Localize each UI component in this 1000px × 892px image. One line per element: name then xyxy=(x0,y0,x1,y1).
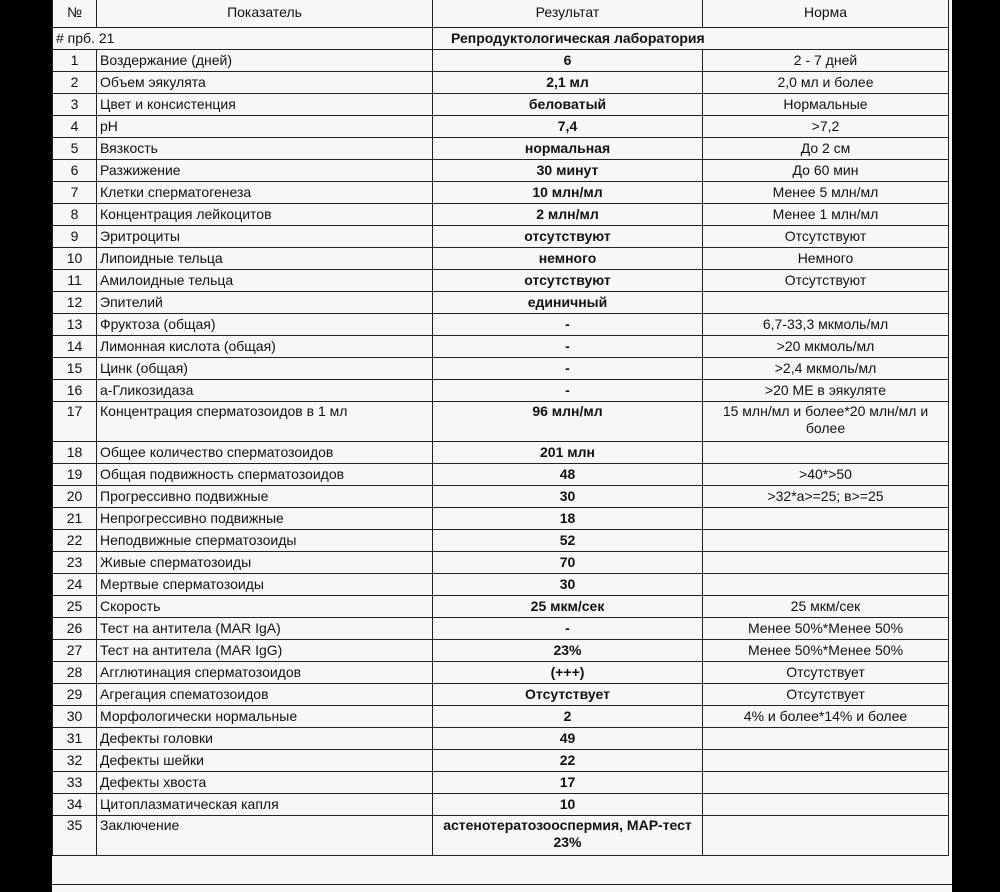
row-parameter: Фруктоза (общая) xyxy=(97,314,433,336)
row-norm xyxy=(703,816,949,856)
table-row xyxy=(53,226,949,248)
row-result: 2,1 мл xyxy=(433,72,703,94)
header-num: № xyxy=(53,0,97,28)
row-parameter: pH xyxy=(97,116,433,138)
row-number: 22 xyxy=(53,530,97,552)
row-result: 201 млн xyxy=(433,442,703,464)
row-norm: 15 млн/мл и более*20 млн/мл и более xyxy=(703,402,949,442)
row-result: - xyxy=(433,314,703,336)
row-result: - xyxy=(433,380,703,402)
row-parameter: Вязкость xyxy=(97,138,433,160)
row-norm: 4% и более*14% и более xyxy=(703,706,949,728)
row-result: (+++) xyxy=(433,662,703,684)
row-number: 24 xyxy=(53,574,97,596)
row-number: 10 xyxy=(53,248,97,270)
row-norm: Нормальные xyxy=(703,94,949,116)
row-norm: Немного xyxy=(703,248,949,270)
table-row xyxy=(53,640,949,662)
row-result: 6 xyxy=(433,50,703,72)
row-parameter: Клетки сперматогенеза xyxy=(97,182,433,204)
table-row xyxy=(53,204,949,226)
row-parameter: Разжижение xyxy=(97,160,433,182)
table-row xyxy=(53,596,949,618)
row-parameter: Заключение xyxy=(97,816,433,856)
row-parameter: Дефекты хвоста xyxy=(97,772,433,794)
row-norm: Отсутствуют xyxy=(703,270,949,292)
row-norm xyxy=(703,772,949,794)
row-number: 8 xyxy=(53,204,97,226)
row-number: 20 xyxy=(53,486,97,508)
table-row xyxy=(53,464,949,486)
table-row xyxy=(53,160,949,182)
row-result: - xyxy=(433,358,703,380)
row-result: нормальная xyxy=(433,138,703,160)
section-title: Репродуктологическая лаборатория xyxy=(433,28,949,50)
row-norm: Менее 5 млн/мл xyxy=(703,182,949,204)
row-number: 30 xyxy=(53,706,97,728)
row-norm: 6,7-33,3 мкмоль/мл xyxy=(703,314,949,336)
row-parameter: Эритроциты xyxy=(97,226,433,248)
row-number: 18 xyxy=(53,442,97,464)
row-number: 31 xyxy=(53,728,97,750)
row-parameter: а-Гликозидаза xyxy=(97,380,433,402)
table-row xyxy=(53,618,949,640)
row-number: 5 xyxy=(53,138,97,160)
row-result: - xyxy=(433,618,703,640)
row-parameter: Дефекты головки xyxy=(97,728,433,750)
row-number: 27 xyxy=(53,640,97,662)
table-row xyxy=(53,50,949,72)
row-number: 16 xyxy=(53,380,97,402)
row-result: 30 минут xyxy=(433,160,703,182)
row-number: 21 xyxy=(53,508,97,530)
table-row xyxy=(53,72,949,94)
row-parameter: Тест на антитела (MAR IgG) xyxy=(97,640,433,662)
row-number: 6 xyxy=(53,160,97,182)
row-result: 30 xyxy=(433,486,703,508)
row-result: 7,4 xyxy=(433,116,703,138)
row-result: 18 xyxy=(433,508,703,530)
table-row xyxy=(53,116,949,138)
table-row xyxy=(53,662,949,684)
table-header-row xyxy=(53,0,949,28)
row-result: 23% xyxy=(433,640,703,662)
row-norm xyxy=(703,508,949,530)
table-row xyxy=(53,314,949,336)
row-result: 22 xyxy=(433,750,703,772)
row-number: 4 xyxy=(53,116,97,138)
row-parameter: Общая подвижность сперматозоидов xyxy=(97,464,433,486)
row-norm: Отсутствует xyxy=(703,684,949,706)
table-row xyxy=(53,402,949,442)
row-norm: Отсутствуют xyxy=(703,226,949,248)
row-number: 17 xyxy=(53,402,97,442)
row-parameter: Амилоидные тельца xyxy=(97,270,433,292)
table-row xyxy=(53,706,949,728)
table-row xyxy=(53,530,949,552)
row-norm: >32*a>=25; в>=25 xyxy=(703,486,949,508)
row-number: 19 xyxy=(53,464,97,486)
table-row xyxy=(53,380,949,402)
row-result: 70 xyxy=(433,552,703,574)
row-result: немного xyxy=(433,248,703,270)
row-number: 3 xyxy=(53,94,97,116)
row-norm: >40*>50 xyxy=(703,464,949,486)
row-norm xyxy=(703,552,949,574)
section-row xyxy=(53,28,949,50)
row-result: 2 xyxy=(433,706,703,728)
row-number: 9 xyxy=(53,226,97,248)
row-number: 1 xyxy=(53,50,97,72)
table-row xyxy=(53,728,949,750)
row-norm xyxy=(703,574,949,596)
row-result: 48 xyxy=(433,464,703,486)
table-row xyxy=(53,336,949,358)
row-parameter: Концентрация лейкоцитов xyxy=(97,204,433,226)
row-number: 35 xyxy=(53,816,97,856)
row-norm xyxy=(703,292,949,314)
table-row xyxy=(53,508,949,530)
table-row xyxy=(53,292,949,314)
row-parameter: Воздержание (дней) xyxy=(97,50,433,72)
row-parameter: Тест на антитела (MAR IgA) xyxy=(97,618,433,640)
row-number: 34 xyxy=(53,794,97,816)
table-row xyxy=(53,248,949,270)
table-row xyxy=(53,772,949,794)
row-number: 33 xyxy=(53,772,97,794)
row-number: 25 xyxy=(53,596,97,618)
header-result: Результат xyxy=(433,0,703,28)
row-number: 32 xyxy=(53,750,97,772)
row-parameter: Неподвижные сперматозоиды xyxy=(97,530,433,552)
row-parameter: Цвет и консистенция xyxy=(97,94,433,116)
row-parameter: Эпителий xyxy=(97,292,433,314)
table-row xyxy=(53,750,949,772)
row-result: 2 млн/мл xyxy=(433,204,703,226)
row-parameter: Мертвые сперматозоиды xyxy=(97,574,433,596)
row-result: 30 xyxy=(433,574,703,596)
row-norm: Менее 1 млн/мл xyxy=(703,204,949,226)
row-number: 14 xyxy=(53,336,97,358)
table-row xyxy=(53,270,949,292)
row-parameter: Объем эякулята xyxy=(97,72,433,94)
row-result: 10 xyxy=(433,794,703,816)
row-result: 96 млн/мл xyxy=(433,402,703,442)
row-parameter: Прогрессивно подвижные xyxy=(97,486,433,508)
page-bottom-line xyxy=(52,884,952,892)
row-parameter: Агглютинация сперматозоидов xyxy=(97,662,433,684)
row-number: 29 xyxy=(53,684,97,706)
row-norm: Отсутствует xyxy=(703,662,949,684)
row-norm: >7,2 xyxy=(703,116,949,138)
row-parameter: Общее количество сперматозоидов xyxy=(97,442,433,464)
table-row xyxy=(53,552,949,574)
row-norm xyxy=(703,794,949,816)
row-number: 2 xyxy=(53,72,97,94)
row-result: астенотератозооспермия, МАР-тест 23% xyxy=(433,816,703,856)
row-norm: 2 - 7 дней xyxy=(703,50,949,72)
row-parameter: Морфологически нормальные xyxy=(97,706,433,728)
row-number: 26 xyxy=(53,618,97,640)
table-row xyxy=(53,486,949,508)
row-parameter: Концентрация сперматозоидов в 1 мл xyxy=(97,402,433,442)
header-param: Показатель xyxy=(97,0,433,28)
row-parameter: Живые сперматозоиды xyxy=(97,552,433,574)
row-norm xyxy=(703,442,949,464)
table-row xyxy=(53,794,949,816)
table-row xyxy=(53,182,949,204)
row-number: 13 xyxy=(53,314,97,336)
row-parameter: Непрогрессивно подвижные xyxy=(97,508,433,530)
row-result: 10 млн/мл xyxy=(433,182,703,204)
row-norm xyxy=(703,728,949,750)
table-row xyxy=(53,816,949,856)
row-norm: До 60 мин xyxy=(703,160,949,182)
row-number: 7 xyxy=(53,182,97,204)
row-norm: До 2 см xyxy=(703,138,949,160)
row-number: 11 xyxy=(53,270,97,292)
table-row xyxy=(53,358,949,380)
row-norm: >20 МЕ в эякуляте xyxy=(703,380,949,402)
row-parameter: Агрегация спематозоидов xyxy=(97,684,433,706)
row-parameter: Лимонная кислота (общая) xyxy=(97,336,433,358)
row-result: 49 xyxy=(433,728,703,750)
row-number: 23 xyxy=(53,552,97,574)
row-number: 15 xyxy=(53,358,97,380)
table-row xyxy=(53,138,949,160)
header-norm: Норма xyxy=(703,0,949,28)
row-norm xyxy=(703,750,949,772)
row-norm: >20 мкмоль/мл xyxy=(703,336,949,358)
row-norm: Менее 50%*Менее 50% xyxy=(703,640,949,662)
row-result: 52 xyxy=(433,530,703,552)
table-row xyxy=(53,442,949,464)
row-result: отсутствуют xyxy=(433,226,703,248)
row-parameter: Скорость xyxy=(97,596,433,618)
row-norm xyxy=(703,530,949,552)
row-parameter: Дефекты шейки xyxy=(97,750,433,772)
table-row xyxy=(53,684,949,706)
table-row xyxy=(53,574,949,596)
results-table xyxy=(52,0,949,856)
row-number: 12 xyxy=(53,292,97,314)
row-result: Отсутствует xyxy=(433,684,703,706)
row-number: 28 xyxy=(53,662,97,684)
row-result: беловатый xyxy=(433,94,703,116)
section-label: # прб. 21 xyxy=(53,28,433,50)
row-result: отсутствуют xyxy=(433,270,703,292)
row-parameter: Цитоплазматическая капля xyxy=(97,794,433,816)
row-parameter: Цинк (общая) xyxy=(97,358,433,380)
row-result: 25 мкм/сек xyxy=(433,596,703,618)
row-norm: >2,4 мкмоль/мл xyxy=(703,358,949,380)
row-result: 17 xyxy=(433,772,703,794)
lab-report-sheet xyxy=(52,0,952,892)
row-parameter: Липоидные тельца xyxy=(97,248,433,270)
row-result: - xyxy=(433,336,703,358)
table-row xyxy=(53,94,949,116)
row-norm: 2,0 мл и более xyxy=(703,72,949,94)
row-norm: Менее 50%*Менее 50% xyxy=(703,618,949,640)
row-result: единичный xyxy=(433,292,703,314)
row-norm: 25 мкм/сек xyxy=(703,596,949,618)
